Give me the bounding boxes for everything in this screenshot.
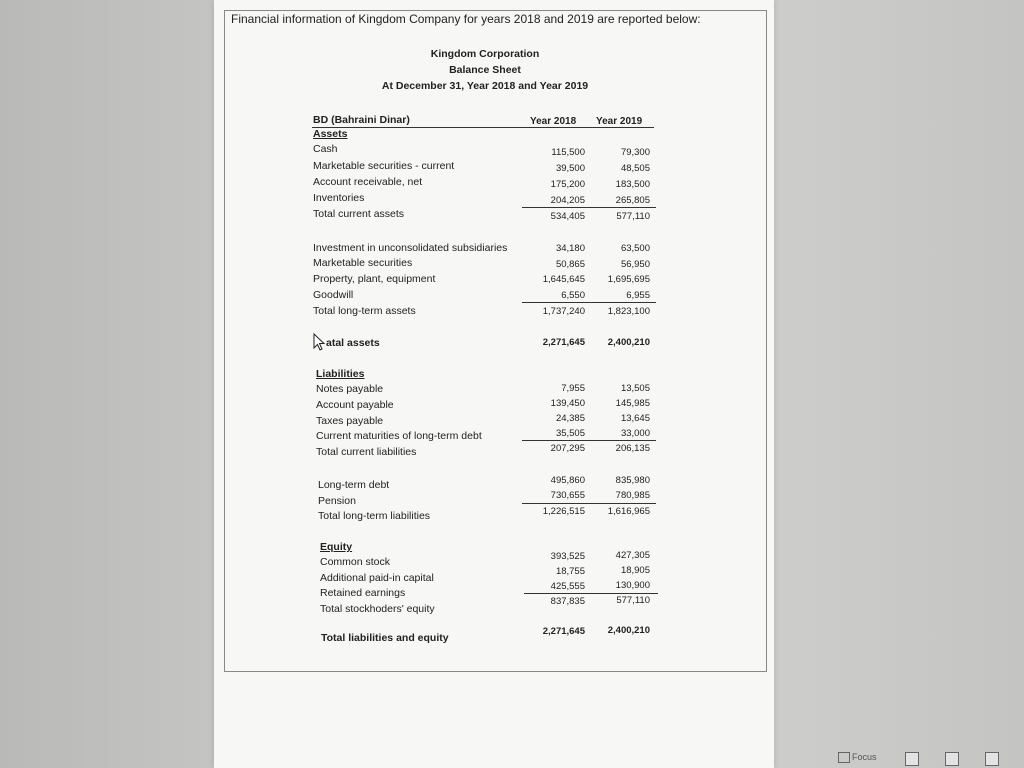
web-layout-icon[interactable] xyxy=(985,752,999,766)
row-label: Additional paid-in capital xyxy=(320,572,434,584)
value-2018: 207,295 xyxy=(550,443,585,454)
row-label: Retained earnings xyxy=(320,587,406,599)
value-2018: 18,755 xyxy=(555,566,585,577)
row-label: Goodwill xyxy=(313,289,354,301)
col-year-2018: Year 2018 xyxy=(530,116,577,127)
focus-mode-button[interactable] xyxy=(838,752,877,766)
value-2018: 495,860 xyxy=(550,475,585,486)
col-year-2019: Year 2019 xyxy=(596,116,643,127)
subtotal-rule xyxy=(524,593,658,594)
subtotal-rule xyxy=(522,302,656,303)
value-2019: 63,500 xyxy=(620,243,650,254)
header-rule xyxy=(312,127,654,128)
value-2019: 835,980 xyxy=(615,475,650,486)
row-label: Pension xyxy=(318,495,356,507)
total-assets-label: atal assets xyxy=(326,337,380,349)
row-label: Common stock xyxy=(320,556,391,568)
row-label: Long-term debt xyxy=(318,479,390,491)
value-2019: 33,000 xyxy=(620,428,650,439)
row-label: Inventories xyxy=(313,192,365,204)
row-label: Investment in unconsolidated subsidiaries xyxy=(313,242,508,254)
read-mode-icon[interactable] xyxy=(945,752,959,766)
value-2019: 56,950 xyxy=(620,259,650,270)
row-label: Total current liabilities xyxy=(316,446,417,458)
value-2018: 115,500 xyxy=(551,147,585,158)
value-2019: 2,400,210 xyxy=(607,625,650,636)
value-2019: 130,900 xyxy=(615,580,650,591)
value-2018: 1,737,240 xyxy=(542,306,585,317)
value-2018: 39,500 xyxy=(555,163,585,174)
document-frame xyxy=(224,10,767,672)
value-2018: 2,271,645 xyxy=(542,337,585,348)
value-2019: 13,505 xyxy=(620,383,650,394)
row-label: Total long-term assets xyxy=(313,305,416,317)
value-2019: 13,645 xyxy=(620,413,650,424)
focus-label: Focus xyxy=(852,752,877,762)
value-2019: 265,805 xyxy=(615,195,650,206)
total-liab-equity-label: Total liabilities and equity xyxy=(321,632,449,644)
row-label: Total long-term liabilities xyxy=(318,510,431,522)
value-2018: 175,200 xyxy=(550,179,585,190)
mouse-pointer-icon xyxy=(313,333,327,351)
liabilities-heading: Liabilities xyxy=(316,368,365,380)
value-2018: 34,180 xyxy=(555,243,585,254)
value-2019: 79,300 xyxy=(620,147,650,158)
value-2019: 1,616,965 xyxy=(607,506,650,517)
equity-heading: Equity xyxy=(320,541,353,553)
value-2019: 577,110 xyxy=(616,595,650,606)
value-2019: 1,823,100 xyxy=(607,306,650,317)
row-label: Taxes payable xyxy=(316,415,384,427)
row-label: Notes payable xyxy=(316,383,384,395)
value-2018: 24,385 xyxy=(555,413,585,424)
row-label: Account receivable, net xyxy=(313,176,423,188)
row-label: Cash xyxy=(313,143,338,155)
value-2019: 145,985 xyxy=(615,398,650,409)
subtotal-rule xyxy=(522,207,656,208)
row-label: Marketable securities xyxy=(313,257,413,269)
company-name: Kingdom Corporation xyxy=(430,48,540,60)
row-label: Total current assets xyxy=(313,208,405,220)
subtotal-rule xyxy=(522,440,656,441)
value-2018: 35,505 xyxy=(555,428,585,439)
print-layout-icon[interactable] xyxy=(905,752,919,766)
value-2018: 50,865 xyxy=(555,259,585,270)
value-2018: 139,450 xyxy=(550,398,585,409)
value-2018: 204,205 xyxy=(550,195,585,206)
currency-label: BD (Bahraini Dinar) xyxy=(313,114,410,126)
value-2019: 577,110 xyxy=(616,211,650,222)
row-label: Current maturities of long-term debt xyxy=(316,430,482,442)
row-label: Marketable securities - current xyxy=(313,160,455,172)
assets-heading: Assets xyxy=(313,128,348,140)
value-2018: 425,555 xyxy=(550,581,585,592)
value-2019: 18,905 xyxy=(620,565,650,576)
value-2019: 6,955 xyxy=(626,290,650,301)
value-2018: 534,405 xyxy=(550,211,585,222)
value-2018: 6,550 xyxy=(561,290,585,301)
value-2018: 2,271,645 xyxy=(542,626,585,637)
subtotal-rule xyxy=(522,503,656,504)
statement-title: Balance Sheet xyxy=(449,64,521,76)
statement-period: At December 31, Year 2018 and Year 2019 xyxy=(381,80,589,92)
value-2019: 427,305 xyxy=(615,550,650,561)
value-2019: 2,400,210 xyxy=(607,337,650,348)
value-2019: 1,695,695 xyxy=(607,274,650,285)
value-2018: 1,226,515 xyxy=(542,506,585,517)
row-label: Total stockhoders' equity xyxy=(320,603,435,615)
focus-icon xyxy=(838,752,850,763)
value-2018: 1,645,645 xyxy=(542,274,585,285)
value-2018: 837,835 xyxy=(550,596,585,607)
value-2019: 48,505 xyxy=(620,163,650,174)
intro-text: Financial information of Kingdom Company for years 2018 and 2019 are reported below: xyxy=(231,12,701,26)
value-2018: 7,955 xyxy=(561,383,585,394)
value-2019: 206,135 xyxy=(615,443,650,454)
value-2019: 183,500 xyxy=(615,179,650,190)
value-2018: 730,655 xyxy=(550,490,585,501)
row-label: Account payable xyxy=(316,399,394,411)
value-2019: 780,985 xyxy=(615,490,650,501)
row-label: Property, plant, equipment xyxy=(313,273,436,285)
value-2018: 393,525 xyxy=(550,551,585,562)
